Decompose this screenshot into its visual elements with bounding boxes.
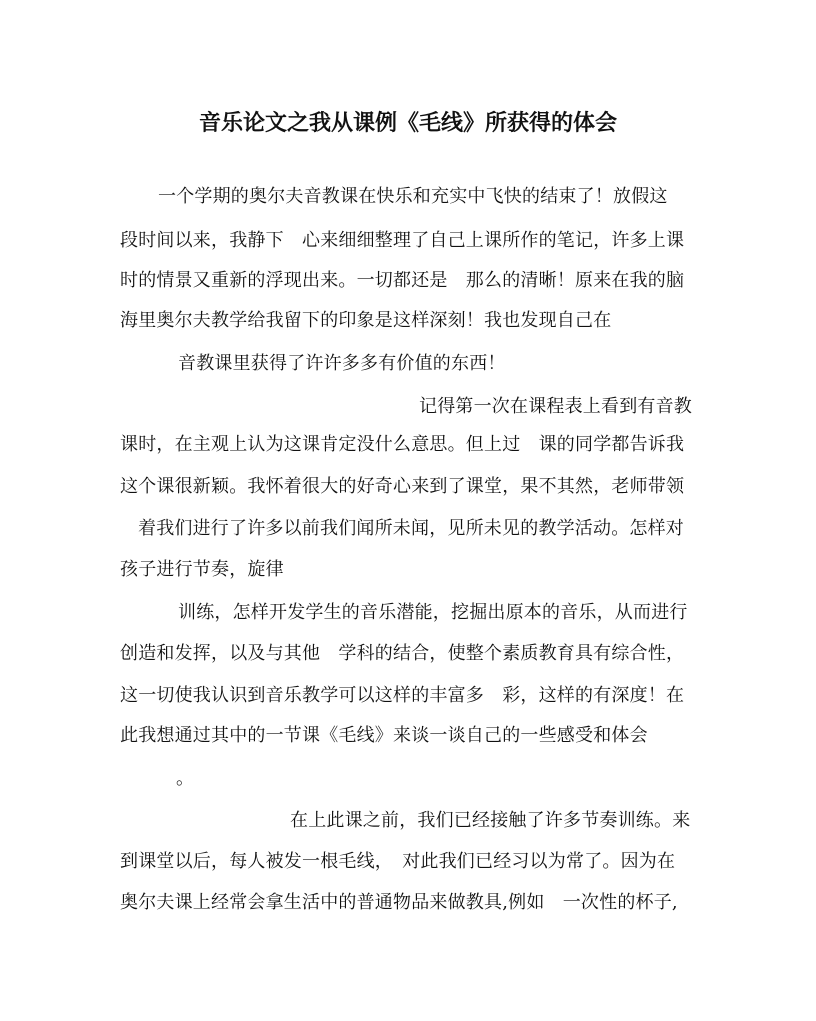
paragraph-line: 在上此课之前，我们已经接触了许多节奏训练。来 <box>290 810 691 831</box>
paragraph-line: 一个学期的奥尔夫音教课在快乐和充实中飞快的结束了！放假这 <box>158 186 668 207</box>
paragraph-line: 记得第一次在课程表上看到有音教 <box>419 396 692 417</box>
paragraph-line: 这个课很新颖。我怀着很大的好奇心来到了课堂，果不其然，老师带领 <box>120 476 685 497</box>
paragraph-line: 这一切使我认识到音乐教学可以这样的丰富多 彩，这样的有深度！在 <box>120 685 685 706</box>
document-title: 音乐论文之我从课例《毛线》所获得的体会 <box>198 110 617 136</box>
paragraph-line: 时的情景又重新的浮现出来。一切都还是 那么的清晰！原来在我的脑 <box>120 270 685 291</box>
paragraph-line: 音教课里获得了许许多多有价值的东西！ <box>178 353 506 374</box>
paragraph-line: 。 <box>176 768 195 789</box>
paragraph-line: 着我们进行了许多以前我们闻所未闻，见所未见的教学活动。怎样对 <box>138 518 684 539</box>
paragraph-line: 到课堂以后，每人被发一根毛线， 对此我们已经习以为常了。因为在 <box>120 851 676 872</box>
paragraph-line: 海里奥尔夫教学给我留下的印象是这样深刻！我也发现自己在 <box>120 310 612 331</box>
paragraph-line: 奥尔夫课上经常会拿生活中的普通物品来做教具,例如 一次性的杯子, <box>120 892 678 913</box>
paragraph-line: 课时，在主观上认为这课肯定没什么意思。但上过 课的同学都告诉我 <box>120 434 685 455</box>
paragraph-line: 段时间以来，我静下 心来细细整理了自己上课所作的笔记，许多上课 <box>120 230 685 251</box>
paragraph-line: 训练，怎样开发学生的音乐潜能，挖掘出原本的音乐，从而进行 <box>178 602 688 623</box>
paragraph-line: 此我想通过其中的一节课《毛线》来谈一谈自己的一些感受和体会 <box>120 725 648 746</box>
paragraph-line: 孩子进行节奏，旋律 <box>120 559 284 580</box>
paragraph-line: 创造和发挥，以及与其他 学科的结合，使整个素质教育具有综合性， <box>120 643 685 664</box>
